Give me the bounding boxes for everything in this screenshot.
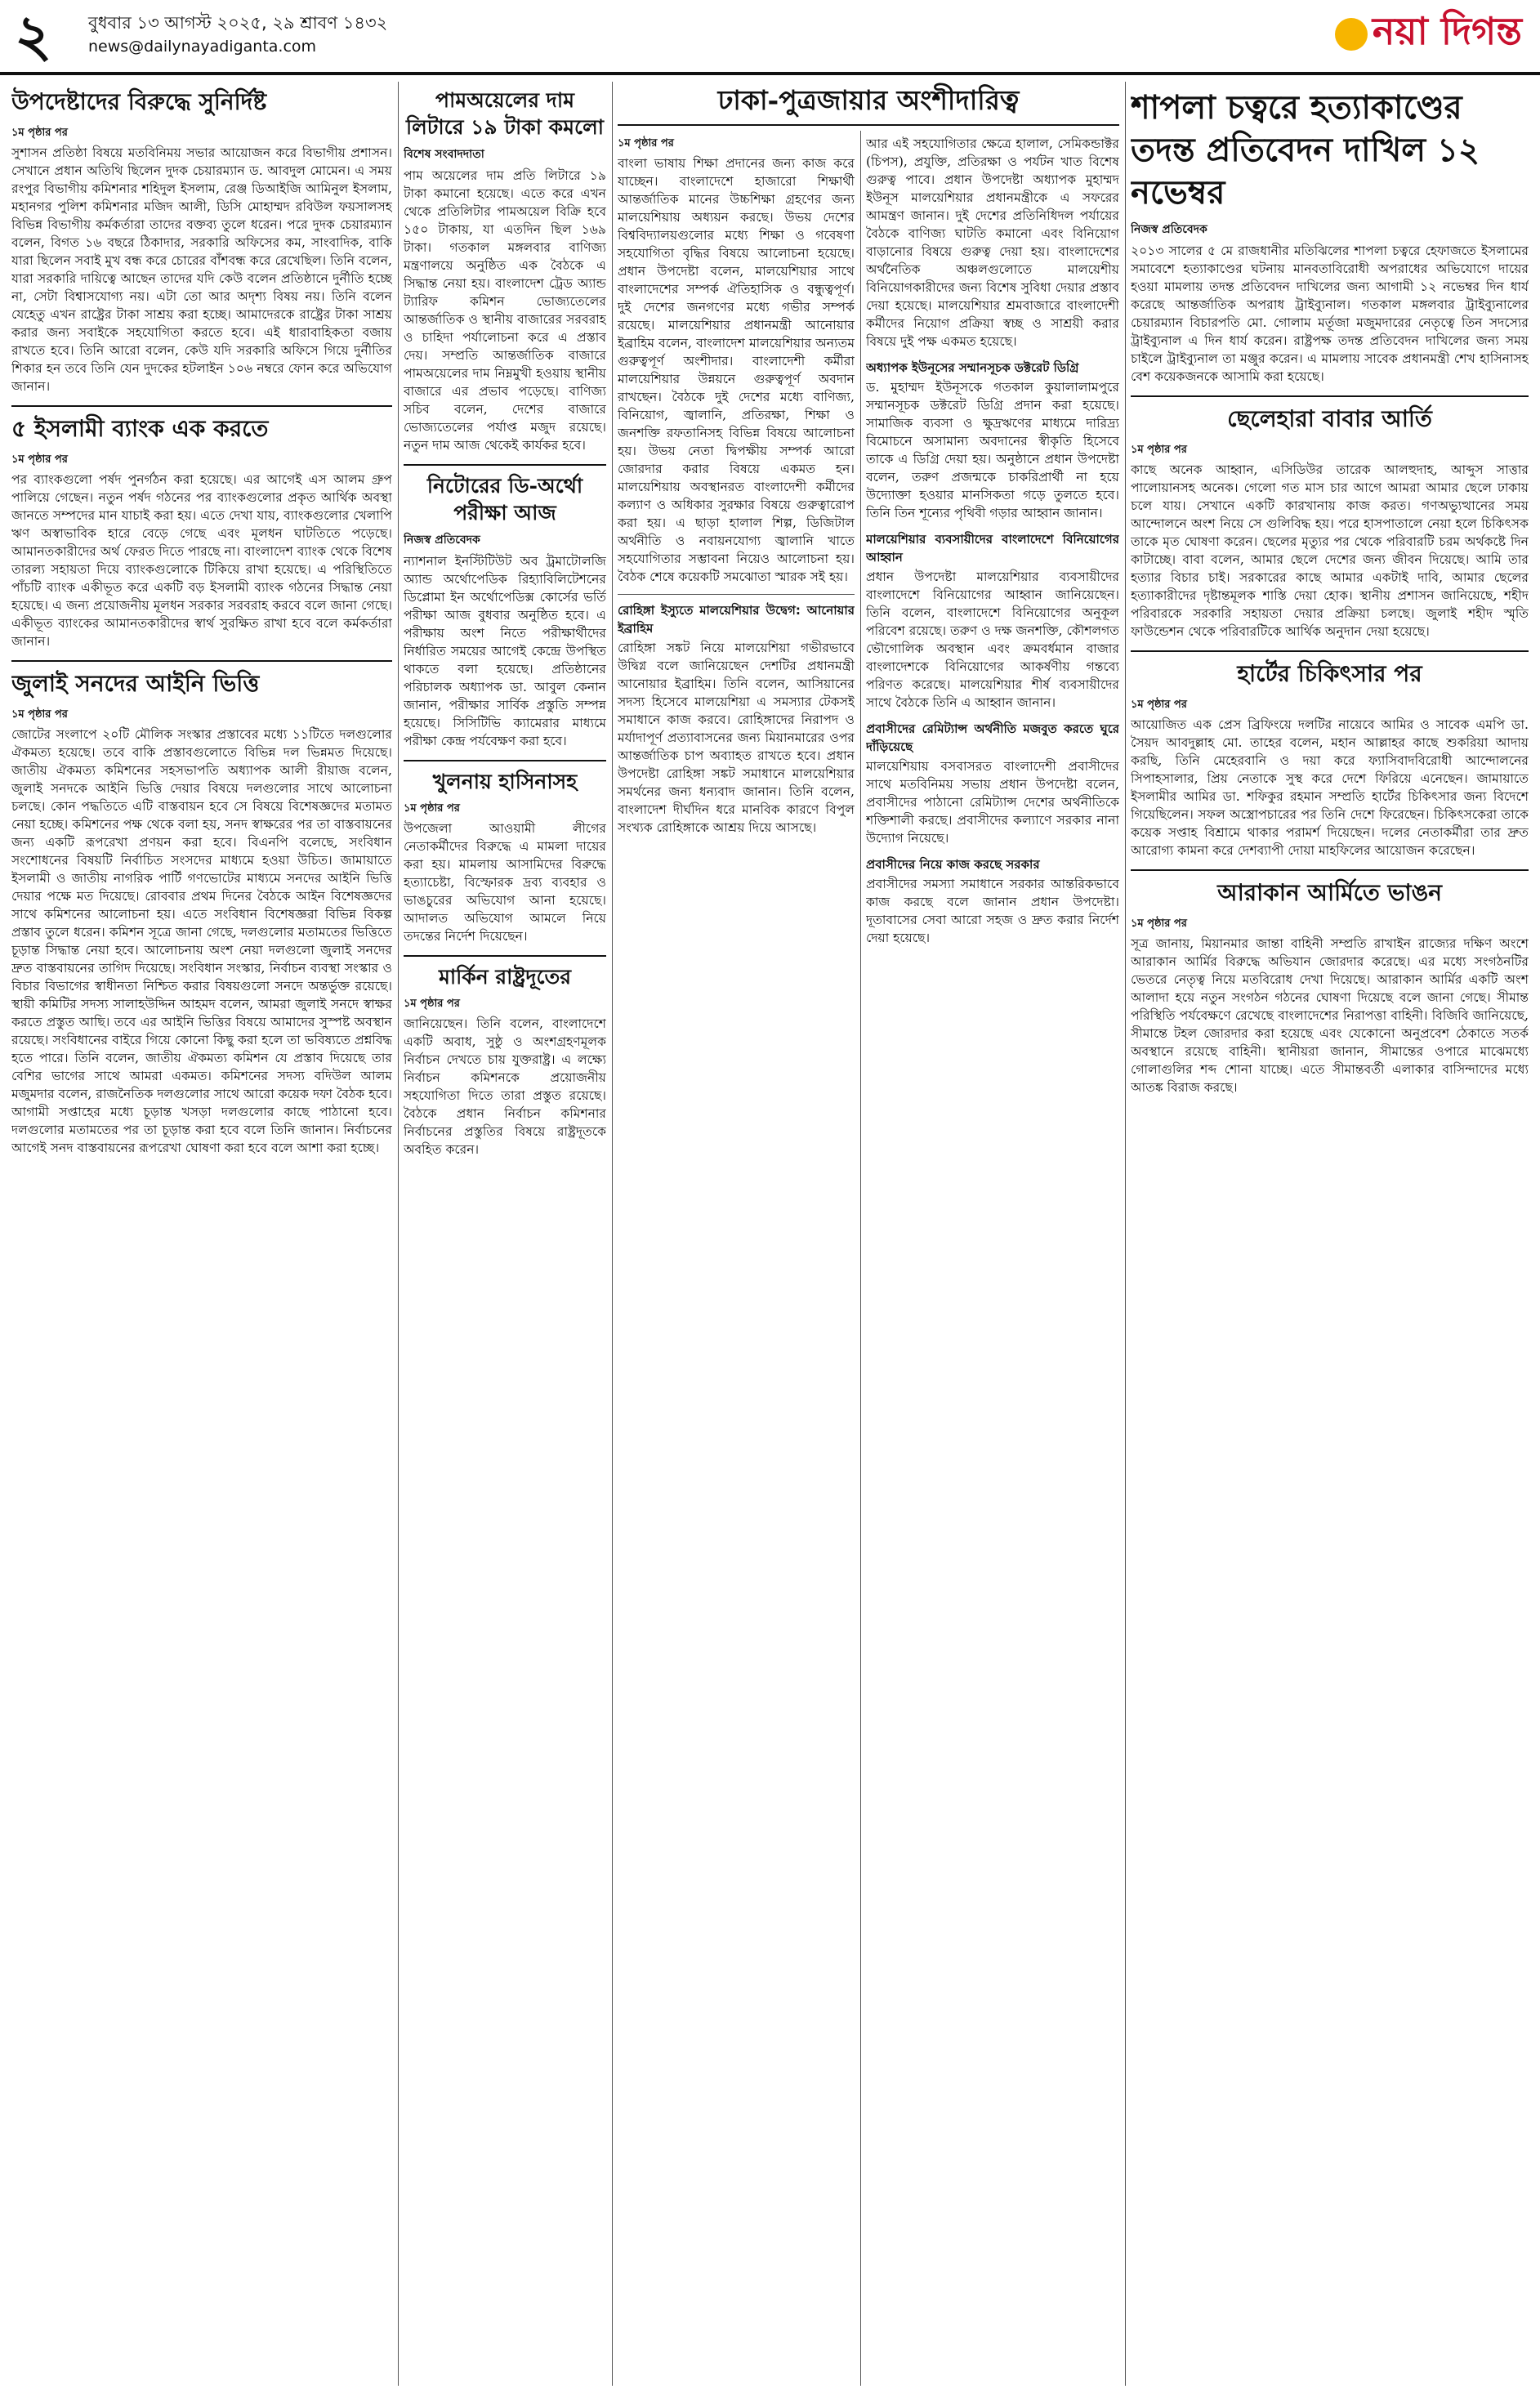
column-5 [1131,82,1529,2386]
continuation-label: ১ম পৃষ্ঠার পর [618,137,674,150]
column-4 [866,135,1119,2386]
article-body: উপজেলা আওয়ামী লীগের নেতাকর্মীদের বিরুদ্ধে এ মামলা দায়ের করা হয়। মামলায় আসামিদের বিরুদ্ধে হত্যাচেষ্টা, বিস্ফোরক দ্রব্য ব্যবহার ও ভাঙচুরের অভিযোগ আনা হয়েছে। আদালত অভিযোগ আমলে নিয়ে তদন্তের নির্দেশ দিয়েছেন। [404,821,606,944]
divider [11,660,392,662]
divider [618,594,855,595]
dateline: বুধবার ১৩ আগস্ট ২০২৫, ২৯ শ্রাবণ ১৪৩২ [88,13,388,33]
column-divider [398,82,399,2386]
divider [1131,395,1529,397]
headline-us-ambassador: মার্কিন রাষ্ট্রদূতের [438,965,572,989]
article-body: সুশাসন প্রতিষ্ঠা বিষয়ে মতবিনিময় সভার আয়োজন করে বিভাগীয় প্রশাসন। সেখানে প্রধান অতিথি ছিলেন দুদক চেয়ারম্যান ড. আবদুল মোমেন। এ সময় রংপুর বিভাগীয় কমিশনার শহিদুল ইসলাম, রেঞ্জ ডিআইজি আমিনুল ইসলাম, মহানগর পুলিশ কমিশনার মজিদ আলী, ডিসি মোহাম্মদ রবিউল ফয়সালসহ বিভিন্ন বিভাগীয় কর্মকর্তারা তাদের বক্তব্য তুলে ধরেন। পরে দুদক চেয়ারম্যান বলেন, বিগত ১৬ বছরে ঠিকাদার, সরকারি অফিসের কম, সাংবাদিক, বাকি যারা ছিলেন সবাই মুখ বন্ধ করে চোরের বাঁশবন্ধ করে রেখেছিল। তিনি বলেন, যারা সরকারি দায়িত্বে আছেন তাদের যদি কেউ বলেন প্রতিষ্ঠানে দুর্নীতি হচ্ছে না, সেটা বিশ্বাসযোগ্য নয়। এটা তো আর অদৃশ্য বিষয় নয়। তিনি বলেন যেহেতু এখন রাষ্ট্রের টাকা সাশ্রয় করা হচ্ছে। আমাদেরকে রাষ্ট্রের টাকা সাশ্রয় করার জন্য সবাইকে সহযোগিতা করতে হবে। এই ধারাবাহিকতা বজায় রাখতে হবে। তিনি আরো বলেন, কেউ যদি সরকারি অফিসে গিয়ে দুর্নীতির শিকার হন তবে তিনি যেন দুদকের হটলাইন ১০৬ নম্বরে ফোন করে অভিযোগ জানান। [11,145,392,394]
logo-text: নয়া দিগন্ত [1372,9,1522,53]
subheading: প্রবাসীদের রেমিট্যান্স অর্থনীতি মজবুত করতে ঘুরে দাঁড়িয়েছে [866,721,1119,754]
subheading: মালয়েশিয়ার ব্যবসায়ীদের বাংলাদেশে বিনিয়োগের আহ্বান [866,532,1119,565]
divider [404,464,606,466]
continuation-label: ১ম পৃষ্ঠার পর [404,998,460,1010]
continuation-label: ১ম পৃষ্ঠার পর [1131,699,1187,711]
headline-islami-bank: ৫ ইসলামী ব্যাংক এক করতে [11,415,269,442]
headline-advisers: উপদেষ্টাদের বিরুদ্ধে সুনির্দিষ্ট [11,88,267,115]
column-divider [1125,82,1126,2386]
headline-bereaved-father: ছেলেহারা বাবার আর্তি [1227,405,1432,432]
continuation-label: ১ম পৃষ্ঠার পর [11,708,68,721]
continuation-label: ১ম পৃষ্ঠার পর [1131,444,1187,456]
article-body: রোহিঙ্গা সঙ্কট নিয়ে মালয়েশিয়া গভীরভাবে উদ্বিগ্ন বলে জানিয়েছেন দেশটির প্রধানমন্ত্রী আনোয়ার ইব্রাহিম। তিনি বলেন, আসিয়ানের সদস্য হিসেবে মালয়েশিয়া এ সমস্যার টেকসই সমাধানে কাজ করবে। রোহিঙ্গাদের নিরাপদ ও মর্যাদাপূর্ণ প্রত্যাবাসনের জন্য মিয়ানমারের ওপর আন্তর্জাতিক চাপ অব্যাহত রাখতে হবে। প্রধান উপদেষ্টা রোহিঙ্গা সঙ্কট সমাধানে মালয়েশিয়ার সমর্থনের জন্য ধন্যবাদ জানান। তিনি বলেন, বাংলাদেশ দীর্ঘদিন ধরে মানবিক কারণে বিপুল সংখ্যক রোহিঙ্গাকে আশ্রয় দিয়ে আসছে। [618,641,855,835]
page-number: ২ [15,2,52,69]
article-body: প্রধান উপদেষ্টা মালয়েশিয়ার ব্যবসায়ীদের বাংলাদেশে বিনিয়োগের আহ্বান জানিয়েছেন। তিনি বলেন, বাংলাদেশে বিনিয়োগের অনুকূল পরিবেশ রয়েছে। তরুণ ও দক্ষ জনশক্তি, কৌশলগত ভৌগোলিক অবস্থান এবং ক্রমবর্ধমান বাজার বাংলাদেশকে বিনিয়োগের আকর্ষণীয় গন্তব্যে পরিণত করেছে। মালয়েশিয়ার শীর্ষ ব্যবসায়ীদের সাথে বৈঠকে তিনি এ আহ্বান জানান। [866,569,1119,710]
divider [1131,650,1529,652]
article-body: জানিয়েছেন। তিনি বলেন, বাংলাদেশে একটি অবাধ, সুষ্ঠু ও অংশগ্রহণমূলক নির্বাচন দেখতে চায় যুক্তরাষ্ট্র। এ লক্ষ্যে নির্বাচন কমিশনকে প্রয়োজনীয় সহযোগিতা দিতে তারা প্রস্তুত রয়েছে। বৈঠকে প্রধান নির্বাচন কমিশনার নির্বাচনের প্রস্তুতির বিষয়ে রাষ্ট্রদূতকে অবহিত করেন। [404,1016,606,1157]
article-body: আর এই সহযোগিতার ক্ষেত্রে হালাল, সেমিকন্ডাক্টর (চিপস), প্রযুক্তি, প্রতিরক্ষা ও পর্যটন খাত বিশেষ গুরুত্ব পাবে। প্রধান উপদেষ্টা অধ্যাপক মুহাম্মদ ইউনূস মালয়েশিয়ার প্রধানমন্ত্রীকে এ সফরের আমন্ত্রণ জানান। দুই দেশের প্রতিনিধিদল পর্যায়ের বৈঠকে বাণিজ্য ঘাটতি কমানো এবং বিনিয়োগ বাড়ানোর বিষয়ে গুরুত্ব দেয়া হয়। বাংলাদেশের অর্থনৈতিক অঞ্চলগুলোতে মালয়েশীয় বিনিয়োগকারীদের জন্য বিশেষ সুবিধা দেয়ার প্রস্তাব দেয়া হয়েছে। মালয়েশিয়ার শ্রমবাজারে বাংলাদেশী কর্মীদের নিয়োগ প্রক্রিয়া স্বচ্ছ ও সাশ্রয়ী করার বিষয়ে দুই পক্ষ একমত হয়েছে। [866,136,1119,349]
sun-icon [1335,18,1368,51]
article-body: মালয়েশিয়ায় বসবাসরত বাংলাদেশী প্রবাসীদের সাথে মতবিনিময় সভায় প্রধান উপদেষ্টা বলেন, প্রবাসীদের পাঠানো রেমিট্যান্স দেশের অর্থনীতিকে শক্তিশালী করছে। প্রবাসীদের কল্যাণে সরকার নানা উদ্যোগ নিয়েছে। [866,759,1119,846]
byline: বিশেষ সংবাদদাতা [404,148,484,161]
continuation-label: ১ম পৃষ্ঠার পর [404,802,460,815]
newspaper-logo [1335,8,1522,60]
column-2 [404,82,606,2386]
continuation-label: ১ম পৃষ্ঠার পর [11,127,68,139]
column-divider [860,131,861,2386]
byline: নিজস্ব প্রতিবেদক [404,534,480,547]
subheading: প্রবাসীদের নিয়ে কাজ করছে সরকার [866,857,1040,872]
article-body: সূত্র জানায়, মিয়ানমার জান্তা বাহিনী সম্প্রতি রাখাইন রাজ্যের দক্ষিণ অংশে আরাকান আর্মির বিরুদ্ধে অভিযান জোরদার করেছে। এর মধ্যে সংগঠনটির ভেতরে নেতৃত্ব নিয়ে মতবিরোধ দেখা দিয়েছে। আরাকান আর্মির একটি অংশ আলাদা হয়ে নতুন সংগঠন গঠনের ঘোষণা দিয়েছে বলে জানা গেছে। সীমান্ত পরিস্থিতি পর্যবেক্ষণে রেখেছে বাংলাদেশের নিরাপত্তা বাহিনী। বিজিবি জানিয়েছে, সীমান্তে টহল জোরদার করা হয়েছে এবং যেকোনো অনুপ্রবেশ ঠেকাতে সতর্ক অবস্থানে রয়েছে বাহিনী। স্থানীয়রা জানান, সীমান্তের ওপারে মাঝেমধ্যে গোলাগুলির শব্দ শোনা যাচ্ছে। এতে সীমান্তবর্তী এলাকার বাসিন্দাদের মধ্যে আতঙ্ক বিরাজ করছে। [1131,936,1529,1095]
masthead [0,0,1540,75]
column-divider [612,82,613,2386]
continuation-label: ১ম পৃষ্ঠার পর [11,453,68,466]
divider [1131,869,1529,871]
headline-arakan-army: আরাকান আর্মিতে ভাঙন [1217,879,1442,906]
article-body: আয়োজিত এক প্রেস ব্রিফিংয়ে দলটির নায়েবে আমির ও সাবেক এমপি ডা. সৈয়দ আবদুল্লাহ মো. তাহের বলেন, মহান আল্লাহর কাছে শুকরিয়া আদায় করছি, তিনি মেহেরবানি ও দয়া করে ফ্যাসিবাদবিরোধী আন্দোলনের সিপাহসালার, প্রিয় নেতাকে সুস্থ করে দেশে ফিরিয়ে এনেছেন। জামায়াতে ইসলামীর আমির ডা. শফিকুর রহমান সম্প্রতি হার্টের চিকিৎসার জন্য বিদেশে গিয়েছিলেন। সফল অস্ত্রোপচারের পর তিনি দেশে ফিরেছেন। চিকিৎসকেরা তাকে কয়েক সপ্তাহ বিশ্রামে থাকার পরামর্শ দিয়েছেন। দলের নেতাকর্মীরা তার দ্রুত আরোগ্য কামনা করে দেশব্যাপী দোয়া মাহফিলের আয়োজন করেছেন। [1131,717,1529,858]
article-body: বাংলা ভাষায় শিক্ষা প্রদানের জন্য কাজ করে যাচ্ছেন। বাংলাদেশে হাজারো শিক্ষার্থী আন্তর্জাতিক মানের উচ্চশিক্ষা গ্রহণের জন্য মালয়েশিয়ায় অধ্যয়ন করছে। উভয় দেশের বিশ্ববিদ্যালয়গুলোর মধ্যে শিক্ষা ও গবেষণা সহযোগিতা বৃদ্ধির বিষয়ে আলোচনা হয়েছে। প্রধান উপদেষ্টা বলেন, মালয়েশিয়ার সাথে বাংলাদেশের সম্পর্ক ঐতিহাসিক ও বন্ধুত্বপূর্ণ। দুই দেশের জনগণের মধ্যে গভীর সম্পর্ক রয়েছে। মালয়েশিয়ার প্রধানমন্ত্রী আনোয়ার ইব্রাহিম বলেন, বাংলাদেশ মালয়েশিয়ার অন্যতম গুরুত্বপূর্ণ অংশীদার। বাংলাদেশী কর্মীরা মালয়েশিয়ার উন্নয়নে গুরুত্বপূর্ণ অবদান রাখছেন। বৈঠকে দুই দেশের মধ্যে বাণিজ্য, বিনিয়োগ, জ্বালানি, প্রতিরক্ষা, শিক্ষা ও জনশক্তি রফতানিসহ বিভিন্ন বিষয়ে আলোচনা হয়। উভয় নেতা দ্বিপক্ষীয় সম্পর্ক আরো জোরদার করার বিষয়ে একমত হন। মালয়েশিয়ায় অবস্থানরত বাংলাদেশী কর্মীদের কল্যাণ ও অধিকার সুরক্ষার বিষয়ে গুরুত্বারোপ করা হয়। এ ছাড়া হালাল শিল্প, ডিজিটাল অর্থনীতি ও নবায়নযোগ্য জ্বালানি খাতে সহযোগিতার সম্ভাবনা নিয়েও আলোচনা হয়। বৈঠক শেষে কয়েকটি সমঝোতা স্মারক সই হয়। [618,156,855,584]
headline-july-charter: জুলাই সনদের আইনি ভিত্তি [11,670,260,697]
headline-shapla-chattar: শাপলা চত্বরে হত্যাকাণ্ডের তদন্ত প্রতিবেদন দাখিল ১২ নভেম্বর [1131,88,1480,212]
divider [11,405,392,407]
headline-heart-treatment: হার্টের চিকিৎসার পর [1237,660,1422,687]
headline-dhaka-putrajaya: ঢাকা-পুত্রজায়ার অংশীদারিত্ব [618,82,1119,126]
continuation-label: ১ম পৃষ্ঠার পর [1131,918,1187,930]
article-body: ড. মুহাম্মদ ইউনূসকে গতকাল কুয়ালালামপুরে সম্মানসূচক ডক্টরেট ডিগ্রি প্রদান করা হয়েছে। সামাজিক ব্যবসা ও ক্ষুদ্রঋণের মাধ্যমে দারিদ্র্য বিমোচনে অসামান্য অবদানের স্বীকৃতি হিসেবে তাকে এ ডিগ্রি দেয়া হয়। অনুষ্ঠানে প্রধান উপদেষ্টা বলেন, তরুণ প্রজন্মকে চাকরিপ্রার্থী না হয়ে উদ্যোক্তা হওয়ার মানসিকতা গড়ে তুলতে হবে। তিনি তিন শূন্যের পৃথিবী গড়ার আহ্বান জানান। [866,380,1119,520]
article-body: কাছে অনেক আহ্বান, এসিডিউর তারেক আলহুদাহ, আব্দুস সাত্তার পালোয়ানসহ অনেক। গেলো গত মাস চার আগে আমরা আমার ছেলে ঢাকায় চলে যায়। সেখানে একটি কারখানায় কাজ করত। গণঅভ্যুত্থানের সময় আন্দোলনে অংশ নিয়ে সে গুলিবিদ্ধ হয়। পরে হাসপাতালে নেয়া হলে চিকিৎসক তাকে মৃত ঘোষণা করেন। ছেলের মৃত্যুর পর থেকে পরিবারটি চরম অর্থকষ্টে দিন কাটাচ্ছে। বাবা বলেন, আমার ছেলে দেশের জন্য জীবন দিয়েছে। আমি তার হত্যার বিচার চাই। সরকারের কাছে আমার একটাই দাবি, আমার ছেলের হত্যাকারীদের দৃষ্টান্তমূলক শাস্তি দেয়া হোক। স্থানীয় প্রশাসন জানিয়েছে, শহীদ পরিবারকে সরকারি সহায়তা দেয়ার প্রক্রিয়া চলছে। জুলাই শহীদ স্মৃতি ফাউন্ডেশন থেকে পরিবারটিকে আর্থিক অনুদান দেয়া হয়েছে। [1131,462,1529,639]
headline-palm-oil: পামঅয়েলের দাম লিটারে ১৯ টাকা কমলো [406,88,604,139]
article-body: জোটের সংলাপে ২০টি মৌলিক সংস্কার প্রস্তাবের মধ্যে ১১টিতে দলগুলোর ঐকমত্য হয়েছে। তবে বাকি প্রস্তাবগুলোতে বিভিন্ন দল ভিন্নমত দিয়েছে। জাতীয় ঐকমত্য কমিশনের সহসভাপতি অধ্যাপক আলী রীয়াজ বলেন, জুলাই সনদকে আইনি ভিত্তি দেয়ার বিষয়ে দলগুলোর সাথে আলোচনা চলছে। কোন পদ্ধতিতে এটি বাস্তবায়ন হবে সে বিষয়ে বিশেষজ্ঞদের মতামত নেয়া হচ্ছে। কমিশনের পক্ষ থেকে বলা হয়, সনদ স্বাক্ষরের পর তা বাস্তবায়নের জন্য একটি রূপরেখা প্রণয়ন করা হবে। বিএনপি বলেছে, সংবিধান সংশোধনের বিষয়টি নির্বাচিত সংসদের মাধ্যমে হওয়া উচিত। জামায়াতে ইসলামী ও জাতীয় নাগরিক পার্টি গণভোটের মাধ্যমে সনদের আইনি ভিত্তি দেয়ার পক্ষে মত দিয়েছে। রোববার প্রথম দিনের বৈঠকে আইন বিশেষজ্ঞদের সাথে কমিশনের আলোচনা হয়। এতে সংবিধান বিশেষজ্ঞরা বিভিন্ন বিকল্প প্রস্তাব তুলে ধরেন। কমিশন সূত্রে জানা গেছে, দলগুলোর মতামতের ভিত্তিতে চূড়ান্ত সিদ্ধান্ত নেয়া হবে। আলোচনায় অংশ নেয়া দলগুলো জুলাই সনদের দ্রুত বাস্তবায়নের তাগিদ দিয়েছে। সংবিধান সংস্কার, নির্বাচন ব্যবস্থা সংস্কার ও বিচার বিভাগের স্বাধীনতা নিশ্চিত করার বিষয়গুলো সনদে অন্তর্ভুক্ত রয়েছে। স্থায়ী কমিটির সদস্য সালাহউদ্দিন আহমদ বলেন, আমরা জুলাই সনদে স্বাক্ষর করতে প্রস্তুত আছি। তবে এর আইনি ভিত্তির বিষয়ে আমাদের সুস্পষ্ট অবস্থান রয়েছে। সংবিধানের বাইরে গিয়ে কোনো কিছু করা হলে তা ভবিষ্যতে প্রশ্নবিদ্ধ হতে পারে। তিনি বলেন, জাতীয় ঐকমত্য কমিশন যে প্রস্তাব দিয়েছে তার বেশির ভাগের সাথে আমরা একমত। কমিশনের সদস্য বদিউল আলম মজুমদার বলেন, রাজনৈতিক দলগুলোর সাথে আরো কয়েক দফা বৈঠক হবে। আগামী সপ্তাহের মধ্যে চূড়ান্ত খসড়া দলগুলোর কাছে পাঠানো হবে। দলগুলোর মতামতের পর তা চূড়ান্ত করা হবে বলে তিনি জানান। নির্বাচনের আগেই সনদ বাস্তবায়নের রূপরেখা ঘোষণা করা হবে বলে আশা করা হচ্ছে। [11,727,392,1155]
divider [404,955,606,957]
website-email: news@dailynayadiganta.com [88,38,317,56]
byline: নিজস্ব প্রতিবেদক [1131,223,1207,236]
divider [404,760,606,761]
subheading: অধ্যাপক ইউনূসের সম্মানসূচক ডক্টরেট ডিগ্রি [866,360,1079,375]
subheading: রোহিঙ্গা ইস্যুতে মালয়েশিয়ার উদ্বেগ: আনোয়ার ইব্রাহিম [618,603,855,636]
column-3 [618,135,855,2386]
article-body: প্রবাসীদের সমস্যা সমাধানে সরকার আন্তরিকভাবে কাজ করছে বলে জানান প্রধান উপদেষ্টা। দূতাবাসের সেবা আরো সহজ ও দ্রুত করার নির্দেশ দেয়া হয়েছে। [866,877,1119,945]
article-body: ন্যাশনাল ইনস্টিটিউট অব ট্রমাটোলজি অ্যান্ড অর্থোপেডিক রিহ্যাবিলিটেশনের ডিপ্লোমা ইন অর্থোপেডিক্স কোর্সের ভর্তি পরীক্ষা আজ বুধবার অনুষ্ঠিত হবে। এ পরীক্ষায় অংশ নিতে পরীক্ষার্থীদের নির্ধারিত সময়ের আগেই কেন্দ্রে উপস্থিত থাকতে বলা হয়েছে। প্রতিষ্ঠানের পরিচালক অধ্যাপক ডা. আবুল কেনান জানান, পরীক্ষার সার্বিক প্রস্তুতি সম্পন্ন হয়েছে। সিসিটিভি ক্যামেরার মাধ্যমে পরীক্ষা কেন্দ্র পর্যবেক্ষণ করা হবে। [404,554,606,748]
article-body: ২০১৩ সালের ৫ মে রাজধানীর মতিঝিলের শাপলা চত্বরে হেফাজতে ইসলামের সমাবেশে হত্যাকাণ্ডের ঘটনায় মানবতাবিরোধী অপরাধের অভিযোগে দায়ের হওয়া মামলায় তদন্ত প্রতিবেদন দাখিলের জন্য আগামী ১২ নভেম্বর দিন ধার্য করেছে আন্তর্জাতিক অপরাধ ট্রাইব্যুনাল। গতকাল মঙ্গলবার ট্রাইব্যুনালের চেয়ারম্যান বিচারপতি মো. গোলাম মর্তূজা মজুমদারের নেতৃত্বে তিন সদস্যের ট্রাইব্যুনাল এ দিন ধার্য করেন। রাষ্ট্রপক্ষ তদন্ত প্রতিবেদন দাখিলের জন্য সময় চাইলে ট্রাইব্যুনাল তা মঞ্জুর করেন। এ মামলায় সাবেক প্রধানমন্ত্রী শেখ হাসিনাসহ বেশ কয়েকজনকে আসামি করা হয়েছে। [1131,243,1529,384]
article-body: পাম অয়েলের দাম প্রতি লিটারে ১৯ টাকা কমানো হয়েছে। এতে করে এখন থেকে প্রতিলিটার পামঅয়েল বিক্রি হবে ১৫০ টাকায়, যা এতদিন ছিল ১৬৯ টাকা। গতকাল মঙ্গলবার বাণিজ্য মন্ত্রণালয়ে অনুষ্ঠিত এক বৈঠকে এ সিদ্ধান্ত নেয়া হয়। বাংলাদেশ ট্রেড অ্যান্ড ট্যারিফ কমিশন ভোজ্যতেলের আন্তর্জাতিক ও স্থানীয় বাজারের সরবরাহ ও চাহিদা পর্যালোচনা করে এ প্রস্তাব দেয়। সম্প্রতি আন্তর্জাতিক বাজারে পামঅয়েলের দাম নিম্নমুখী হওয়ায় স্থানীয় বাজারে এর প্রভাব পড়েছে। বাণিজ্য সচিব বলেন, দেশের বাজারে ভোজ্যতেলের পর্যাপ্ত মজুদ রয়েছে। নতুন দাম আজ থেকেই কার্যকর হবে। [404,168,606,453]
column-1 [11,82,392,2386]
article-body: পর ব্যাংকগুলো পর্ষদ পুনর্গঠন করা হয়েছে। এর আগেই এস আলম গ্রুপ পালিয়ে গেছেন। নতুন পর্ষদ গঠনের পর ব্যাংকগুলোর প্রকৃত আর্থিক অবস্থা জানতে সম্পদের মান যাচাই করা হয়। এতে দেখা যায়, ব্যাংকগুলোর খেলাপি ঋণ অস্বাভাবিক হারে বেড়ে গেছে এবং মূলধন ঘাটতিতে পড়েছে। আমানতকারীদের অর্থ ফেরত দিতে পারছে না। বাংলাদেশ ব্যাংক থেকে বিশেষ তারল্য সহায়তা দিয়ে ব্যাংকগুলোকে টিকিয়ে রাখা হয়েছে। এ পরিস্থিতিতে পাঁচটি ব্যাংক একীভূত করে একটি বড় ইসলামী ব্যাংক গঠনের সিদ্ধান্ত নেয়া হয়েছে। এ জন্য প্রয়োজনীয় মূলধন সরকার সরবরাহ করবে বলে জানা গেছে। একীভূত ব্যাংকের আমানতকারীদের স্বার্থ সুরক্ষিত রাখা হবে বলে কর্মকর্তারা জানান। [11,472,392,649]
headline-khulna: খুলনায় হাসিনাসহ [432,770,578,793]
headline-nitor: নিটোরের ডি-অর্থো পরীক্ষা আজ [426,474,583,525]
